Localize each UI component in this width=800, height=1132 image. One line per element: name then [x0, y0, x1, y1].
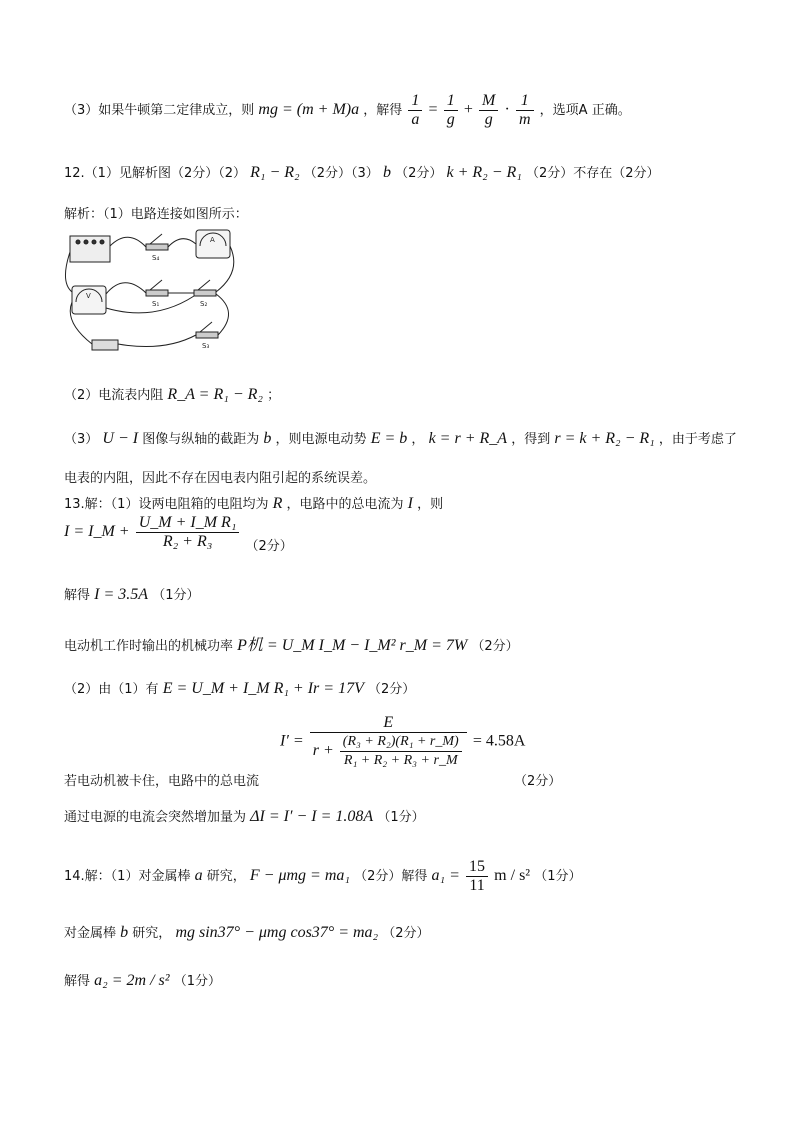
score: （2分）: [368, 682, 416, 697]
text: ，: [411, 432, 425, 447]
equation: b: [120, 924, 129, 941]
equation: a₁ =: [431, 867, 460, 884]
text: （3）如果牛顿第二定律成立，则: [64, 103, 255, 118]
text: （3）: [64, 432, 99, 447]
equation: F − μmg = ma₁: [249, 867, 350, 884]
score: （2分）: [514, 774, 562, 789]
text: ，得到: [511, 432, 551, 447]
equation: b: [263, 430, 272, 447]
label-s3: S₃: [202, 342, 210, 350]
q13-solution: [64, 584, 199, 604]
text: ，电路中的总电流为: [286, 497, 404, 512]
text: 14.解：（1）对金属棒: [64, 869, 191, 884]
text: ，解得: [363, 103, 403, 118]
fraction: $\frac{1}{g}$: [444, 92, 458, 129]
ammeter-icon: [196, 230, 230, 258]
q13-intro: [64, 493, 443, 513]
q12-part3-cont: [64, 467, 376, 486]
text: （2）由（1）有: [64, 682, 159, 697]
equation: U − I: [102, 430, 139, 447]
label-v: V: [86, 292, 91, 300]
equation: ΔI = I′ − I = 1.08A: [250, 808, 374, 825]
q12-answers: [64, 162, 660, 182]
fraction: $\frac{15}{11}$: [466, 858, 488, 895]
equation: a: [194, 867, 203, 884]
text: 通过电源的电流会突然增加量为: [64, 810, 247, 825]
q13-increase: [64, 806, 425, 826]
q12-part3: [64, 428, 737, 448]
equation: b: [382, 164, 391, 181]
text: 对金属棒: [64, 926, 117, 941]
label-a: A: [210, 236, 215, 244]
equation: a₂ = 2m / s²: [94, 972, 170, 989]
q14-rod-a: [64, 858, 582, 895]
voltmeter-icon: [72, 286, 106, 314]
text: ，则电源电动势: [275, 432, 367, 447]
q13-stuck: [64, 770, 259, 789]
q13-power: [64, 632, 519, 655]
circuit-diagram: [64, 222, 244, 362]
unit: m / s²: [494, 867, 531, 884]
text: 图像与纵轴的截距为: [142, 432, 260, 447]
score: （1分）: [152, 588, 200, 603]
text: （2分）: [395, 166, 443, 181]
battery-icon: [70, 236, 110, 262]
q13-big-equation: [280, 714, 525, 770]
q14-solution: [64, 970, 221, 990]
equation: mg = (m + M)a: [258, 101, 360, 118]
score: （2分）: [382, 926, 430, 941]
score: （2分）: [471, 639, 519, 654]
equation: R: [272, 495, 283, 512]
equation: I: [407, 495, 413, 512]
text: （2分）解得: [354, 869, 428, 884]
q13-stuck-score: [514, 770, 561, 789]
text: ，则: [417, 497, 444, 512]
rheostat-icon: [92, 340, 118, 350]
q14-rod-b: [64, 922, 430, 942]
score: （1分）: [377, 810, 425, 825]
analysis-heading: [64, 203, 248, 222]
equation: E = U_M + I_M R₁ + Ir = 17V: [162, 680, 364, 697]
text: ，由于考虑了: [658, 432, 737, 447]
fraction: E r + $\frac{\text{(R₃ + R₂)(R₁ + r\_M)}}{\text{R₁ + R₂ + R₃ + r\_M}}$: [310, 714, 467, 770]
q13-part2: [64, 678, 415, 698]
text: 13.解：（1）设两电阻箱的电阻均为: [64, 497, 269, 512]
text: 解得: [64, 974, 91, 989]
equation: P机 = U_M I_M − I_M² r_M = 7W: [237, 637, 468, 654]
line-newton: （3）如果牛顿第二定律成立，则 mg = (m + M)a ，解得 $\frac{1}{a}$ = $\frac{1}{g}$ + $\frac{M}{g}$ · $\frac{1}{m}$ ，选项A 正确。: [64, 92, 631, 128]
equation: R_A = R₁ − R₂: [167, 386, 263, 403]
label-s4: S₄: [152, 254, 160, 262]
q13-equation: [64, 514, 293, 554]
label-s2: S₂: [200, 300, 208, 308]
text: 12.（1）见解析图（2分）（2）: [64, 166, 246, 181]
text: 电动机工作时输出的机械功率: [64, 639, 234, 654]
text: ，选项A 正确。: [539, 103, 631, 118]
fraction: $\frac{1}{m}$: [516, 92, 534, 129]
equation: I′ =: [280, 732, 304, 750]
text: ；: [267, 388, 281, 403]
text: 研究，: [206, 869, 246, 884]
score: （1分）: [173, 974, 221, 989]
text: 若电动机被卡住，电路中的总电流: [64, 774, 260, 789]
text: （2分）（3）: [303, 166, 379, 181]
equation: E = b: [370, 430, 408, 447]
text: 解得: [64, 588, 91, 603]
text: 研究，: [132, 926, 172, 941]
text: （2分）不存在（2分）: [526, 166, 660, 181]
equation: k + R₂ − R₁: [446, 164, 522, 181]
fraction: $\frac{1}{a}$: [408, 92, 422, 129]
score: （1分）: [534, 869, 582, 884]
equation: I = I_M +: [64, 523, 130, 540]
text: 电表的内阻，因此不存在因电表内阻引起的系统误差。: [64, 471, 377, 486]
equation: mg sin37° − μmg cos37° = ma₂: [175, 924, 379, 941]
fraction: $\frac{M}{g}$: [479, 92, 498, 129]
text: （2）电流表内阻: [64, 388, 164, 403]
text: 解析：（1）电路连接如图所示：: [64, 207, 248, 222]
label-s1: S₁: [152, 300, 160, 308]
equation: I = 3.5A: [94, 586, 149, 603]
score: （2分）: [245, 539, 293, 554]
equation: = 4.58A: [472, 732, 526, 750]
equation: r = k + R₂ − R₁: [554, 430, 655, 447]
fraction: $\frac{\text{U\_M + I\_M R₁}}{\text{R₂ + R₃}}$: [136, 514, 240, 551]
equation: R₁ − R₂: [250, 164, 300, 181]
equation: k = r + R_A: [428, 430, 508, 447]
q12-part2: [64, 384, 280, 404]
